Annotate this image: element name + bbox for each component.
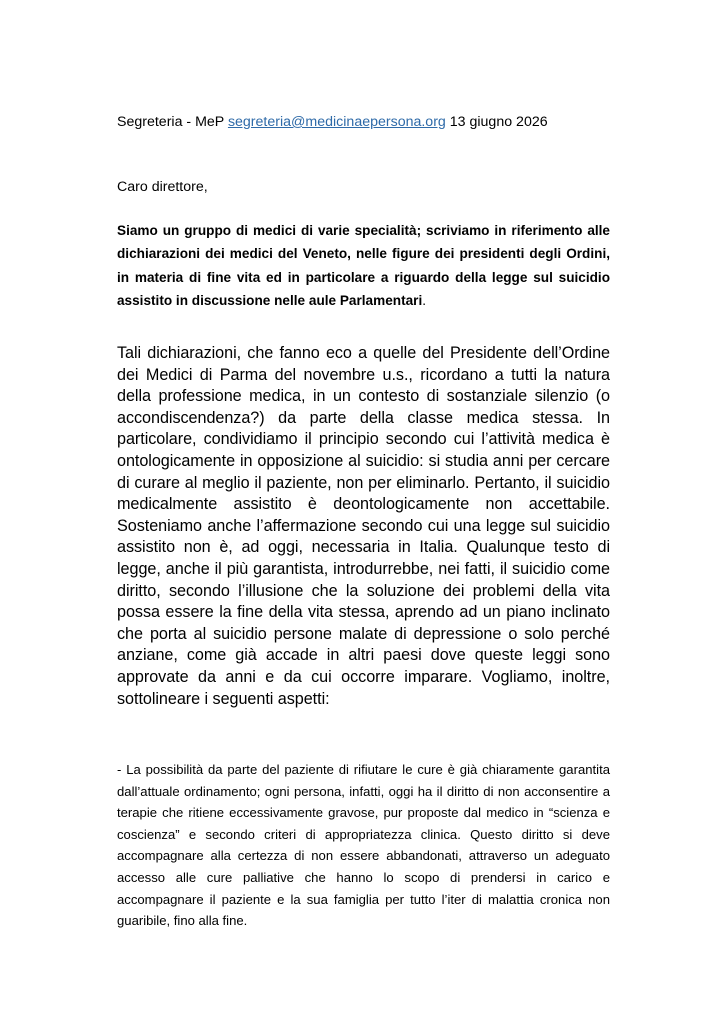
letter-header — [117, 112, 637, 132]
intro-paragraph — [117, 219, 610, 313]
email-link[interactable]: segreteria@medicinaepersona.org — [227, 114, 446, 130]
list-item: - La possibilità da parte del paziente di rifiutare le cure è già chiaramente garantita dall’attuale ordinamento; ogni persona, infatti, oggi ha il diritto di non acconsentire a terapie che ritiene eccessivamente gravose, pur proposte dal medico in “scienza e coscienza” e secondo criteri di appropriatezza clinica. Questo diritto si deve accompagnare alla certezza di non essere abbandonati, attraverso un adeguato accesso alle cure palliative che hanno lo scopo di prendersi in carico e accompagnare il paziente e la sua famiglia per tutto l’iter di malattia cronica non guaribile, fino alla fine. — [117, 762, 610, 929]
intro-bold-text: Siamo un gruppo di medici di varie specialità; scriviamo in riferimento alle dichiarazioni dei medici del Veneto, nelle figure dei presidenti degli Ordini, in materia di fine vita ed in particolare a riguardo della legge sul suicidio assistito in discussione nelle aule Parlamentari — [117, 223, 610, 309]
intro-period: . — [422, 293, 427, 309]
sender-name: Segreteria - MeP — [117, 114, 224, 130]
body-paragraph: Tali dichiarazioni, che fanno eco a quelle del Presidente dell’Ordine dei Medici di Parma del novembre u.s., ricordano a tutti la natura della professione medica, in un contesto di sostanziale silenzio (o accondiscendenza?) da parte della classe medica stessa. In particolare, condividiamo il principio secondo cui l’attività medica è ontologicamente in opposizione al suicidio: si studia anni per cercare di curare al meglio il paziente, non per eliminarlo. Pertanto, il suicidio medicalmente assistito è deontologicamente non accettabile. Sosteniamo anche l’affermazione secondo cui una legge sul suicidio assistito non è, ad oggi, necessaria in Italia. Qualunque testo di legge, anche il più garantista, introdurrebbe, nei fatti, il suicidio come diritto, secondo l’illusione che la soluzione dei problemi della vita possa essere la fine della vita stessa, aprendo ad un piano inclinato che porta al suicidio persone malate di depressione o solo perché anziane, come già accade in altri paesi dove queste leggi sono approvate da anni e da cui occorre imparare. Vogliamo, inoltre, sottolineare i seguenti aspetti: — [117, 344, 610, 708]
letter-date: 13 giugno 2026 — [449, 114, 548, 130]
salutation: Caro direttore, — [117, 179, 208, 195]
